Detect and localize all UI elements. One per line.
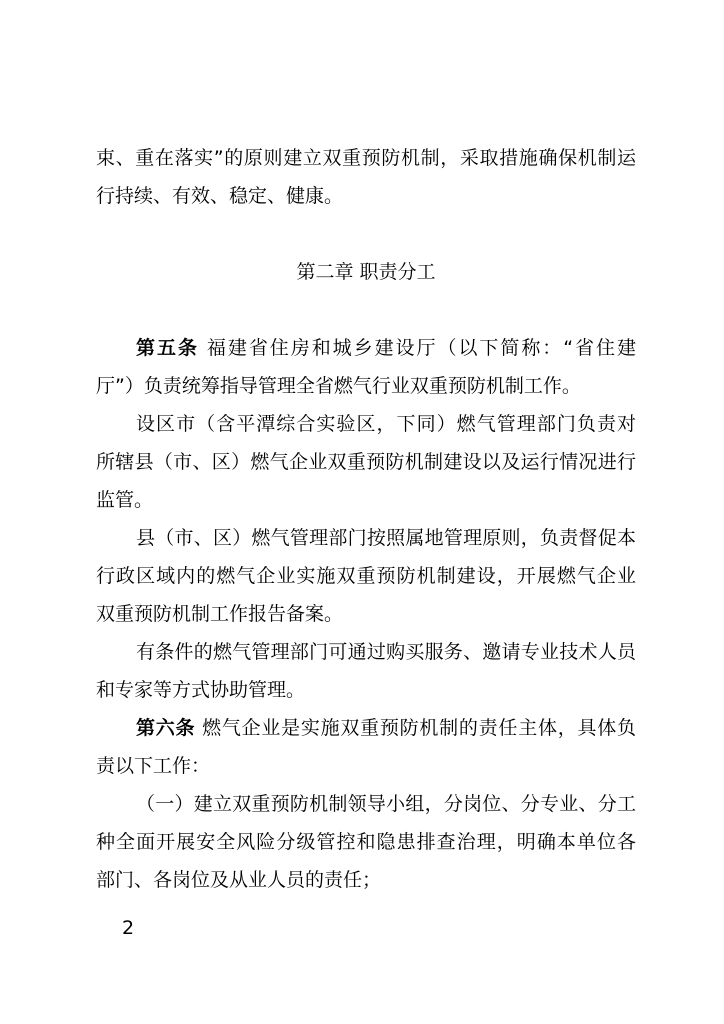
- article-5-text: 福建省住房和城乡建设厅（以下简称：“省住建: [206, 337, 636, 359]
- text-line: 部门、各岗位及从业人员的责任；: [96, 869, 382, 891]
- article-5-label: 第五条: [136, 337, 199, 359]
- text-line: 县（市、区）燃气管理部门按照属地管理原则，负责督促本: [136, 527, 636, 549]
- article-6-line-1: [136, 716, 636, 740]
- text-line: 束、重在落实”的原则建立双重预防机制，采取措施确保机制运: [96, 147, 636, 169]
- text-line: 责以下工作：: [96, 755, 211, 777]
- text-line: 双重预防机制工作报告备案。: [96, 603, 344, 625]
- text-line: 种全面开展安全风险分级管控和隐患排查治理，明确本单位各: [96, 831, 636, 853]
- text-line: （一）建立双重预防机制领导小组，分岗位、分专业、分工: [136, 793, 636, 815]
- article-5-line-1: [136, 336, 636, 360]
- page-number: 2: [122, 917, 135, 939]
- article-6-label: 第六条: [136, 717, 196, 739]
- text-line: 有条件的燃气管理部门可通过购买服务、邀请专业技术人员: [136, 641, 636, 663]
- text-line: 厅”）负责统筹指导管理全省燃气行业双重预防机制工作。: [96, 375, 581, 397]
- text-line: 行政区域内的燃气企业实施双重预防机制建设，开展燃气企业: [96, 565, 636, 587]
- text-line: 监管。: [96, 489, 154, 511]
- text-line: 设区市（含平潭综合实验区，下同）燃气管理部门负责对: [136, 413, 636, 435]
- chapter-title: 第二章 职责分工: [296, 261, 436, 283]
- text-line: 和专家等方式协助管理。: [96, 679, 306, 701]
- text-line: 所辖县（市、区）燃气企业双重预防机制建设以及运行情况进行: [96, 451, 636, 473]
- text-line: 行持续、有效、稳定、健康。: [96, 185, 344, 207]
- article-6-text: 燃气企业是实施双重预防机制的责任主体，具体负: [202, 717, 636, 739]
